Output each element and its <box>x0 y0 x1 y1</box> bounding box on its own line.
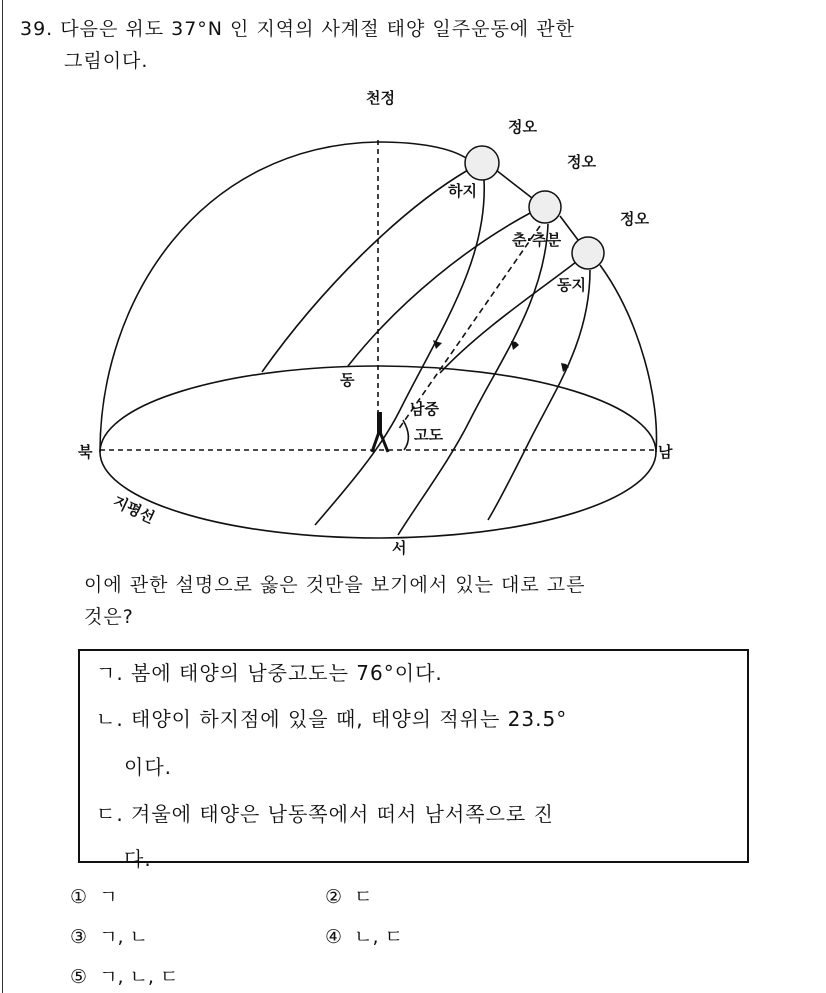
label-culmination-2: 고도 <box>414 426 443 444</box>
question-text: 다음은 위도 37°N 인 지역의 사계절 태양 일주운동에 관한 <box>60 18 575 40</box>
prompt-line-1: 이에 관한 설명으로 옳은 것만을 보기에서 있는 대로 고른 <box>84 574 586 596</box>
box-item-2-cont: 이다. <box>124 755 172 779</box>
option-text: ㄱ, ㄴ, ㄷ <box>99 966 179 988</box>
label-noon-winter: 정오 <box>620 210 649 228</box>
question-number: 39. <box>20 18 54 40</box>
option-text: ㄱ, ㄴ <box>99 926 148 948</box>
option-text: ㄷ <box>354 886 373 908</box>
label-zenith: 천정 <box>366 89 395 107</box>
option-number: ④ <box>325 926 343 948</box>
option-number: ① <box>70 886 88 908</box>
label-noon-equinox: 정오 <box>567 153 596 171</box>
box-item-2: ㄴ. 태양이 하지점에 있을 때, 태양의 적위는 23.5° <box>96 707 568 731</box>
option-text: ㄴ, ㄷ <box>354 926 403 948</box>
sun-winter-solstice-icon <box>572 237 604 269</box>
box-item-1: ㄱ. 봄에 태양의 남중고도는 76°이다. <box>96 661 443 685</box>
observer-icon <box>372 412 388 452</box>
label-west: 서 <box>392 539 407 557</box>
sun-equinox-icon <box>529 191 561 223</box>
box-item-3: ㄷ. 겨울에 태양은 남동쪽에서 떠서 남서쪽으로 진 <box>96 802 554 826</box>
label-noon-summer: 정오 <box>508 118 537 136</box>
horizon-ellipse <box>100 366 656 538</box>
label-equinox: 춘·추분 <box>512 231 562 249</box>
option-2[interactable] <box>325 882 373 909</box>
option-text: ㄱ <box>99 886 118 908</box>
option-number: ② <box>325 886 343 908</box>
option-5[interactable] <box>70 962 178 989</box>
option-1[interactable] <box>70 882 118 909</box>
label-culmination-1: 남중 <box>410 400 439 418</box>
box-item-3-cont: 다. <box>124 847 152 871</box>
label-horizon: 지평선 <box>110 492 158 528</box>
option-number: ③ <box>70 926 88 948</box>
question-line-2: 그림이다. <box>64 50 149 72</box>
winter-path-west <box>488 270 590 520</box>
label-summer-solstice: 하지 <box>448 182 477 200</box>
sun-summer-solstice-icon <box>465 146 499 180</box>
option-3[interactable] <box>70 922 148 949</box>
label-east: 동 <box>340 371 355 389</box>
option-number: ⑤ <box>70 966 88 988</box>
option-4[interactable] <box>325 922 403 949</box>
label-north: 북 <box>78 443 93 461</box>
label-south: 남 <box>658 443 673 461</box>
altitude-angle-arc <box>403 420 408 450</box>
arrow-icon <box>511 341 519 350</box>
celestial-dome-right <box>600 265 657 452</box>
label-winter-solstice: 동지 <box>557 276 586 294</box>
winter-path-east <box>440 262 576 373</box>
prompt-line-2: 것은? <box>84 606 134 628</box>
summer-path-west <box>315 180 484 525</box>
direction-arrows <box>433 340 569 372</box>
